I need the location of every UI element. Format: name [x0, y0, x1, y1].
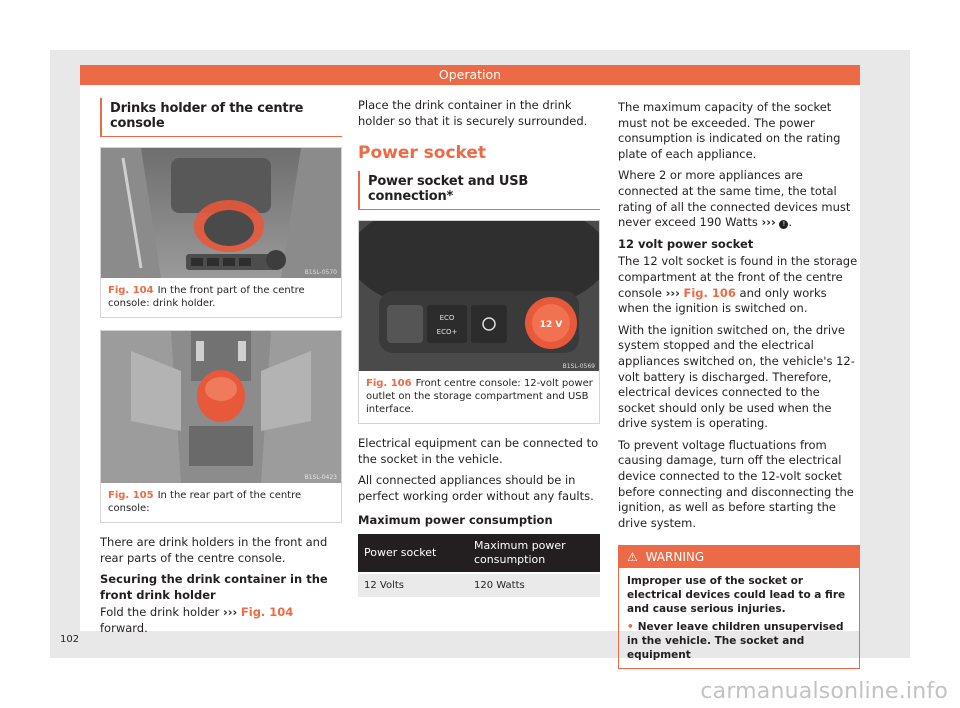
paragraph-multiple-appliances: Where 2 or more appliances are connected at the same time, the total rating of all the connected devices must never exceed 190 Watts ››› ! . [618, 168, 851, 230]
figure-number: Fig. 104 [108, 285, 154, 296]
intro-paragraph: There are drink holders in the front and rear parts of the centre console. [100, 535, 328, 565]
table-cell: 12 Volts [358, 573, 468, 597]
paragraph-equipment: Electrical equipment can be connected to the socket in the vehicle. [358, 436, 599, 466]
figure-caption [359, 371, 599, 423]
paragraph-appliances: All connected appliances should be in perfect working order without any faults. [358, 473, 594, 503]
table-header-cell: Power socket [358, 534, 468, 573]
figure-number: Fig. 105 [108, 490, 154, 501]
caption-text: In the rear part of the centre console: [108, 490, 302, 514]
warning-reference-icon[interactable]: ! [779, 220, 788, 229]
warning-bullet-text: Never leave children unsupervised in the vehicle. The socket and equipment [627, 621, 844, 662]
instruction-text-end: forward. [100, 620, 148, 635]
instruction-text: Fold the drink holder [100, 605, 224, 620]
bullet-icon: • [627, 621, 634, 634]
page-number: 102 [60, 634, 80, 645]
column-3 [618, 100, 860, 669]
table-header-cell: Maximum power consumption [468, 534, 600, 573]
reference-arrow: ››› [223, 605, 238, 620]
warning-body [619, 568, 859, 668]
warning-box [618, 545, 860, 669]
drink-holder-rear-image [101, 331, 341, 483]
power-table [358, 534, 600, 597]
figure-link[interactable]: Fig. 106 [683, 285, 736, 300]
warning-triangle-icon: ⚠ [627, 550, 638, 565]
column-1 [100, 98, 342, 643]
paragraph-voltage: To prevent voltage fluctuations from causing damage, turn off the electrical device connected to the 12-volt socket before connecting and disconnecting the ignition, as well as before starting the drive system. [618, 437, 854, 530]
figure-code: B1SL-0423 [304, 474, 337, 481]
figure-number: Fig. 106 [366, 378, 412, 390]
figure-link[interactable]: Fig. 104 [240, 605, 294, 620]
table-cell: 120 Watts [468, 573, 600, 597]
figure-106 [358, 220, 600, 424]
watermark: carmanualsonline.info [700, 679, 948, 704]
caption-text: In the front part of the centre console: drink holder. [108, 285, 305, 309]
eco-plus-label: ECO+ [436, 328, 458, 337]
socket-label: 12 V [539, 320, 563, 331]
warning-text: Improper use of the socket or electrical devices could lead to a fire and cause serious injuries. [627, 575, 846, 616]
section-title-drinks-holder: Drinks holder of the centre console [100, 98, 342, 137]
column-2 [358, 98, 600, 597]
paragraph-text: Where 2 or more appliances are connected at the same time, the total rating of all the connected devices must never exceed 190 Watts [618, 168, 851, 230]
figure-code: B1SL-0569 [562, 363, 595, 371]
figure-caption [101, 278, 341, 317]
table-row [358, 573, 600, 597]
eco-label: ECO [439, 314, 455, 323]
subheading-securing: Securing the drink container in the front drink holder [100, 572, 328, 602]
figure-104 [100, 147, 342, 318]
reference-arrow: ››› [761, 215, 776, 230]
paragraph-text: The 12 volt socket is found in the storage compartment at the front of the centre console [618, 254, 858, 300]
figure-code: B1SL-0570 [304, 269, 337, 276]
paragraph-place-container: Place the drink container in the drink holder so that it is securely surrounded. [358, 98, 588, 128]
header-title: Operation [438, 67, 502, 82]
table-header-row [358, 534, 600, 573]
caption-text: Front centre console: 12-volt power outlet on the storage compartment and USB interface. [366, 378, 593, 416]
paragraph-socket-location [618, 254, 860, 316]
power-socket-image [359, 221, 599, 371]
figure-caption [101, 483, 341, 522]
warning-bullet [627, 620, 851, 662]
subheading-12v: 12 volt power socket [618, 236, 754, 251]
reference-arrow: ››› [665, 285, 680, 300]
heading-power-socket: Power socket [358, 143, 487, 164]
table-title: Maximum power consumption [358, 512, 553, 527]
paragraph-capacity: The maximum capacity of the socket must not be exceeded. The power consumption is indicated on the rating plate of each appliance. [618, 100, 841, 161]
instruction-paragraph [100, 605, 342, 636]
paragraph-text-end: and only works when the ignition is switched on. [618, 285, 827, 316]
warning-title: WARNING [645, 550, 705, 565]
warning-header [619, 546, 859, 568]
drink-holder-front-image [101, 148, 341, 278]
figure-105 [100, 330, 342, 523]
section-title-power-socket: Power socket and USB connection* [358, 171, 600, 210]
paragraph-battery: With the ignition switched on, the drive system stopped and the electrical appliances switched on, the vehicle's 12-volt battery is discharged. Therefore, electrical devices connected to the socket should only be used when the drive system is operating. [618, 322, 855, 431]
